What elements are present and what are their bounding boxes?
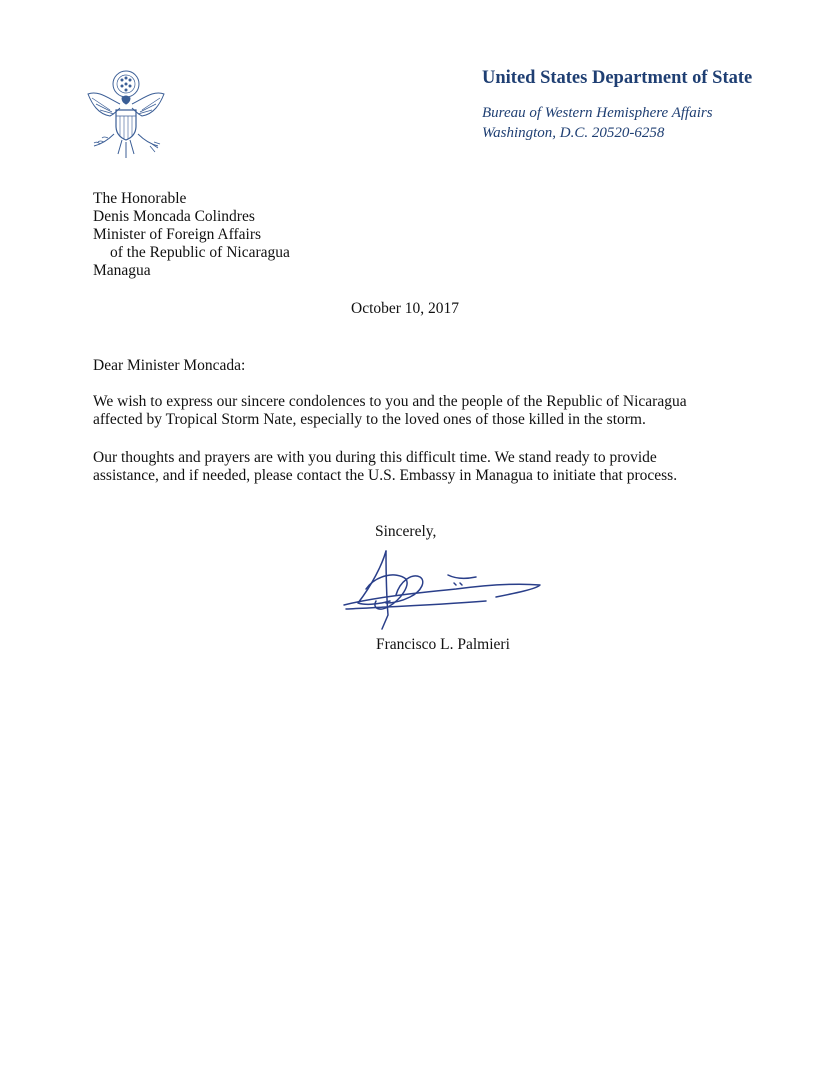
handwritten-signature bbox=[336, 545, 546, 635]
address-line: Denis Moncada Colindres bbox=[93, 208, 255, 225]
paragraph-line: assistance, and if needed, please contact the U.S. Embassy in Managua to initiate that process. bbox=[93, 467, 678, 484]
body-paragraph bbox=[93, 449, 733, 485]
address-line: Minister of Foreign Affairs bbox=[93, 226, 262, 243]
city-line: Washington, D.C. 20520-6258 bbox=[482, 125, 665, 141]
letterhead bbox=[482, 68, 802, 143]
letter-date: October 10, 2017 bbox=[351, 300, 460, 317]
great-seal-icon bbox=[80, 64, 172, 162]
recipient-address bbox=[93, 190, 290, 280]
address-line: Managua bbox=[93, 262, 151, 279]
paragraph-line: Our thoughts and prayers are with you during this difficult time. We stand ready to provide bbox=[93, 449, 657, 466]
closing: Sincerely, bbox=[375, 523, 437, 540]
signer-name: Francisco L. Palmieri bbox=[376, 636, 510, 653]
paragraph-line: affected by Tropical Storm Nate, especially to the loved ones of those killed in the storm. bbox=[93, 411, 646, 428]
department-name: United States Department of State bbox=[482, 68, 753, 88]
bureau-name: Bureau of Western Hemisphere Affairs bbox=[482, 105, 713, 121]
paragraph-line: We wish to express our sincere condolences to you and the people of the Republic of Nicaragua bbox=[93, 393, 687, 410]
address-line: of the Republic of Nicaragua bbox=[110, 244, 290, 261]
address-line: The Honorable bbox=[93, 190, 187, 207]
salutation: Dear Minister Moncada: bbox=[93, 357, 246, 374]
body-paragraph bbox=[93, 393, 733, 429]
